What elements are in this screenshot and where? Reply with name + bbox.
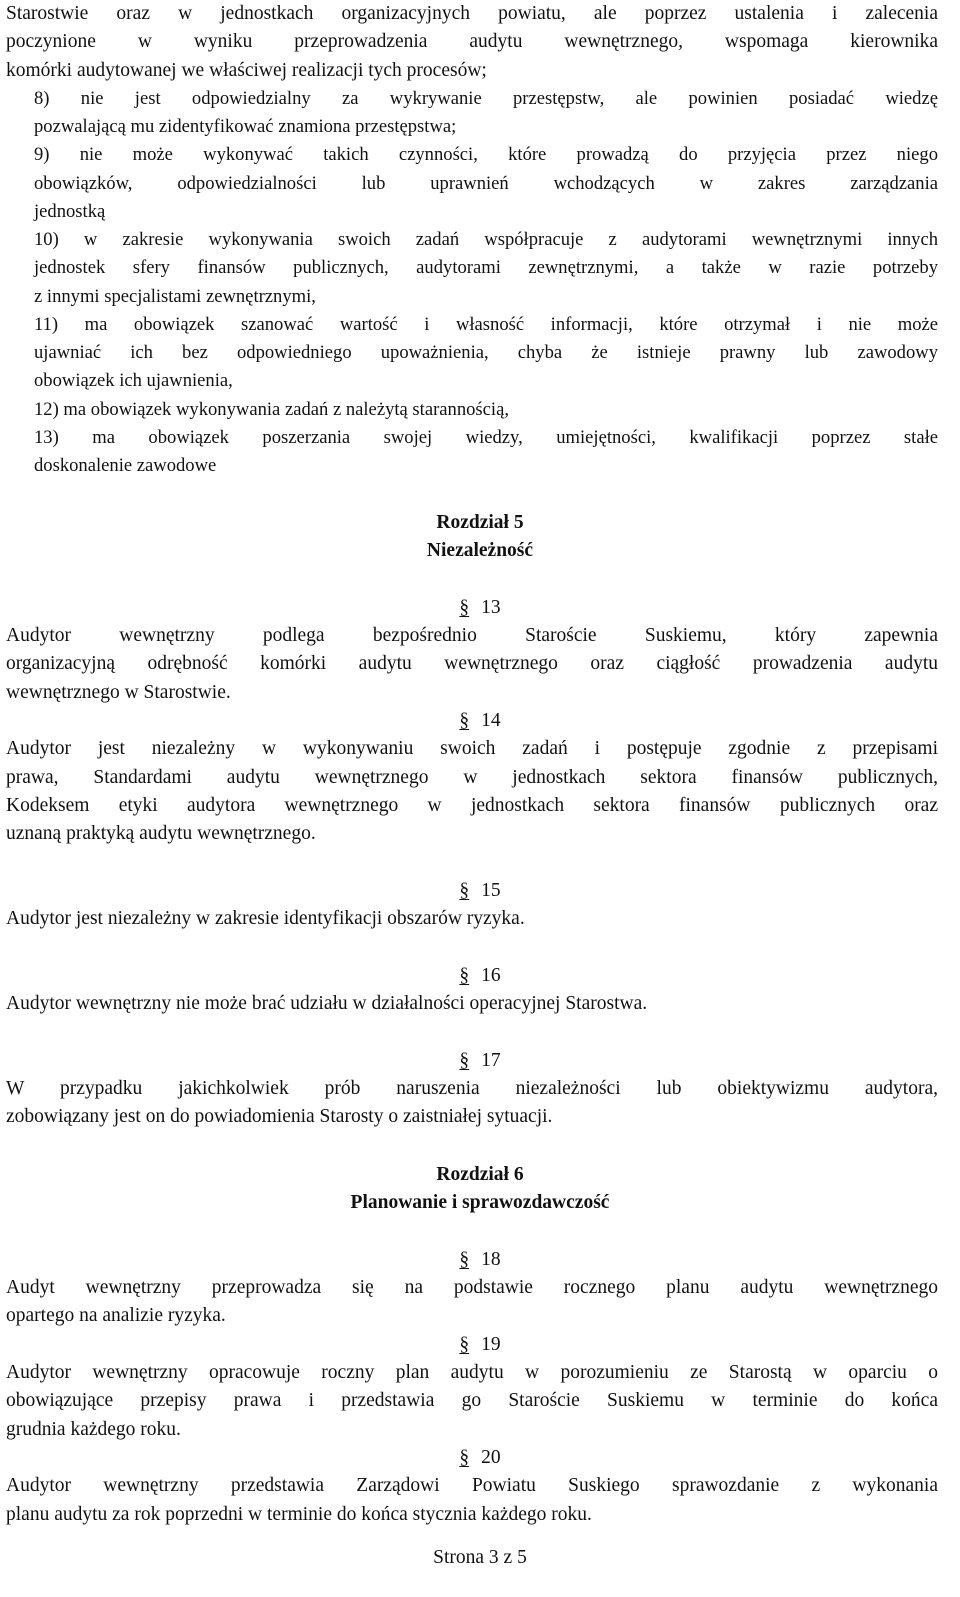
- chapter-6-title: Rozdział 6: [436, 1164, 524, 1185]
- section-19-line: Audytor wewnętrzny opracowuje roczny plan audytu w porozumieniu ze Starostą w oparciu o: [6, 1362, 938, 1383]
- list-item-9-line: obowiązków, odpowiedzialności lub uprawnień wchodzących w zakres zarządzania: [34, 173, 938, 194]
- section-15-heading: [0, 877, 960, 905]
- section-13-line: Audytor wewnętrzny podlega bezpośrednio Staroście Suskiemu, który zapewnia: [6, 625, 938, 646]
- list-item-12-line: 12) ma obowiązek wykonywania zadań z należytą starannością,: [34, 399, 509, 420]
- list-item-10-line: jednostek sfery finansów publicznych, audytorami zewnętrznymi, a także w razie potrzeby: [34, 257, 938, 278]
- section-symbol-icon: §: [459, 1447, 470, 1468]
- list-item-8-line: 8) nie jest odpowiedzialny za wykrywanie przestępstw, ale powinien posiadać wiedzę: [34, 88, 938, 109]
- chapter-5-subtitle: Niezależność: [426, 540, 534, 561]
- chapter-6-subtitle: Planowanie i sprawozdawczość: [350, 1192, 610, 1213]
- list-item-9-line: 9) nie może wykonywać takich czynności, które prowadzą do przyjęcia przez niego: [34, 144, 938, 165]
- list-item-13-line: doskonalenie zawodowe: [34, 455, 217, 476]
- list-item-11-line: ujawniać ich bez odpowiedniego upoważnienia, chyba że istnieje prawny lub zawodowy: [34, 342, 938, 363]
- section-13-line: organizacyjną odrębność komórki audytu wewnętrznego oraz ciągłość prowadzenia audytu: [6, 653, 938, 674]
- body-line: komórki audytowanej we właściwej realizacji tych procesów;: [6, 60, 487, 81]
- section-17-line: W przypadku jakichkolwiek prób naruszenia niezależności lub obiektywizmu audytora,: [6, 1078, 938, 1099]
- list-item-10-line: 10) w zakresie wykonywania swoich zadań współpracuje z audytorami wewnętrznymi innych: [34, 229, 938, 250]
- section-18-line: opartego na analizie ryzyka.: [6, 1305, 226, 1326]
- section-14-line: Kodeksem etyki audytora wewnętrznego w jednostkach sektora finansów publicznych oraz: [6, 795, 938, 816]
- section-16-heading: [0, 962, 960, 990]
- list-item-9-line: jednostką: [34, 201, 106, 222]
- section-number: 19: [481, 1334, 501, 1355]
- section-number: 17: [481, 1050, 501, 1071]
- section-20-line: Audytor wewnętrzny przedstawia Zarządowi Powiatu Suskiego sprawozdanie z wykonania: [6, 1475, 938, 1496]
- section-number: 15: [481, 880, 501, 901]
- section-14-line: uznaną praktyką audytu wewnętrznego.: [6, 823, 316, 844]
- body-line: Starostwie oraz w jednostkach organizacyjnych powiatu, ale poprzez ustalenia i zalecenia: [6, 3, 938, 24]
- section-18-line: Audyt wewnętrzny przeprowadza się na podstawie rocznego planu audytu wewnętrznego: [6, 1277, 938, 1298]
- chapter-5-title: Rozdział 5: [436, 512, 524, 533]
- section-symbol-icon: §: [459, 1334, 470, 1355]
- section-17-line: zobowiązany jest on do powiadomienia Starosty o zaistniałej sytuacji.: [6, 1106, 553, 1127]
- section-number: 13: [481, 597, 501, 618]
- section-20-heading: [0, 1444, 960, 1472]
- section-number: 20: [481, 1447, 501, 1468]
- list-item-11-line: obowiązek ich ujawnienia,: [34, 370, 233, 391]
- list-item-13-line: 13) ma obowiązek poszerzania swojej wiedzy, umiejętności, kwalifikacji poprzez stałe: [34, 427, 938, 448]
- section-14-line: Audytor jest niezależny w wykonywaniu swoich zadań i postępuje zgodnie z przepisami: [6, 738, 938, 759]
- section-14-line: prawa, Standardami audytu wewnętrznego w jednostkach sektora finansów publicznych,: [6, 767, 938, 788]
- body-line: poczynione w wyniku przeprowadzenia audytu wewnętrznego, wspomaga kierownika: [6, 31, 938, 52]
- section-symbol-icon: §: [459, 965, 470, 986]
- section-13-heading: [0, 594, 960, 622]
- section-number: 16: [481, 965, 501, 986]
- section-18-heading: [0, 1246, 960, 1274]
- section-19-line: obowiązujące przepisy prawa i przedstawia go Staroście Suskiemu w terminie do końca: [6, 1390, 938, 1411]
- section-symbol-icon: §: [459, 597, 470, 618]
- section-symbol-icon: §: [459, 710, 470, 731]
- section-16-line: Audytor wewnętrzny nie może brać udziału w działalności operacyjnej Starostwa.: [6, 993, 648, 1014]
- section-17-heading: [0, 1047, 960, 1075]
- section-14-heading: [0, 707, 960, 735]
- list-item-10-line: z innymi specjalistami zewnętrznymi,: [34, 286, 316, 307]
- list-item-11-line: 11) ma obowiązek szanować wartość i własność informacji, które otrzymał i nie może: [34, 314, 938, 335]
- list-item-8-line: pozwalającą mu zidentyfikować znamiona przestępstwa;: [34, 116, 457, 137]
- section-19-heading: [0, 1331, 960, 1359]
- section-19-line: grudnia każdego roku.: [6, 1419, 181, 1440]
- section-20-line: planu audytu za rok poprzedni w terminie do końca stycznia każdego roku.: [6, 1504, 592, 1525]
- section-number: 14: [481, 710, 501, 731]
- section-symbol-icon: §: [459, 1050, 470, 1071]
- section-symbol-icon: §: [459, 880, 470, 901]
- section-13-line: wewnętrznego w Starostwie.: [6, 682, 231, 703]
- section-number: 18: [481, 1249, 501, 1270]
- section-15-line: Audytor jest niezależny w zakresie identyfikacji obszarów ryzyka.: [6, 908, 525, 929]
- page-footer: Strona 3 z 5: [433, 1547, 527, 1568]
- section-symbol-icon: §: [459, 1249, 470, 1270]
